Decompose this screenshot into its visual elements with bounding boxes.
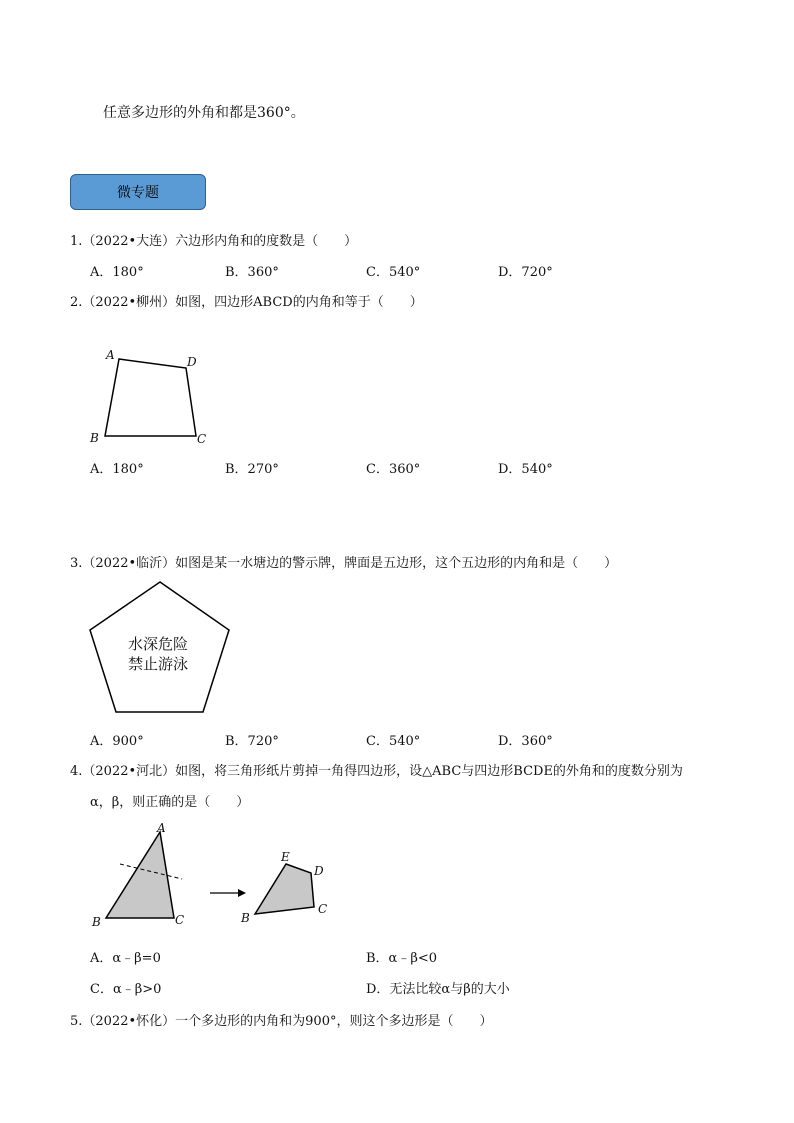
question-4-option-a: A．α﹣β=0: [90, 951, 161, 966]
question-3-option-c: C．540°: [366, 734, 421, 749]
q2-label-d: D: [187, 355, 197, 369]
question-1-option-d: D．720°: [498, 265, 553, 280]
question-1-option-a: A．180°: [90, 265, 144, 280]
question-4-stem-line-2: α，β，则正确的是（ ）: [90, 795, 250, 810]
question-4-option-d: D．无法比较α与β的大小: [366, 982, 510, 997]
arrow-head-icon: [238, 889, 246, 897]
quadrilateral-bcde-shape: [255, 864, 314, 914]
q2-label-b: B: [90, 431, 99, 445]
question-4-option-b: B．α﹣β<0: [366, 951, 438, 966]
q4-left-label-b: B: [92, 915, 101, 929]
question-2-option-c: C．360°: [366, 462, 421, 477]
question-2-stem: 2.（2022•柳州）如图，四边形ABCD的内角和等于（ ）: [70, 295, 423, 310]
question-4-stem-line-1: 4.（2022•河北）如图，将三角形纸片剪掉一角得四边形，设△ABC与四边形BCDE的外角和的度数分别为: [70, 764, 683, 779]
question-1-option-b: B．360°: [225, 265, 279, 280]
question-3-option-b: B．720°: [225, 734, 279, 749]
section-badge-label: 微专题: [117, 185, 159, 201]
q4-left-label-c: C: [175, 913, 185, 927]
question-3-option-a: A．900°: [90, 734, 144, 749]
sign-line-2: 禁止游泳: [128, 655, 189, 673]
question-1-stem: 1.（2022•大连）六边形内角和的度数是（ ）: [70, 234, 358, 249]
question-1-option-c: C．540°: [366, 265, 421, 280]
q4-right-label-c: C: [318, 902, 328, 916]
question-4-option-c: C．α﹣β>0: [90, 982, 162, 997]
q2-label-a: A: [106, 348, 115, 362]
intro-text: 任意多边形的外角和都是360°。: [103, 105, 305, 121]
question-2-option-a: A．180°: [90, 462, 144, 477]
question-2-option-b: B．270°: [225, 462, 279, 477]
question-3-option-d: D．360°: [498, 734, 553, 749]
question-2-option-d: D．540°: [498, 462, 553, 477]
sign-line-1: 水深危险: [128, 635, 189, 653]
q4-right-label-e: E: [281, 850, 290, 864]
q4-right-label-d: D: [314, 864, 324, 878]
question-3-stem: 3.（2022•临沂）如图是某一水塘边的警示牌，牌面是五边形，这个五边形的内角和是（ ）: [70, 556, 618, 571]
question-5-stem: 5.（2022•怀化）一个多边形的内角和为900°，则这个多边形是（ ）: [70, 1014, 493, 1029]
q4-left-label-a: A: [157, 821, 166, 835]
q4-right-label-b: B: [241, 911, 250, 925]
q2-label-c: C: [197, 432, 207, 446]
